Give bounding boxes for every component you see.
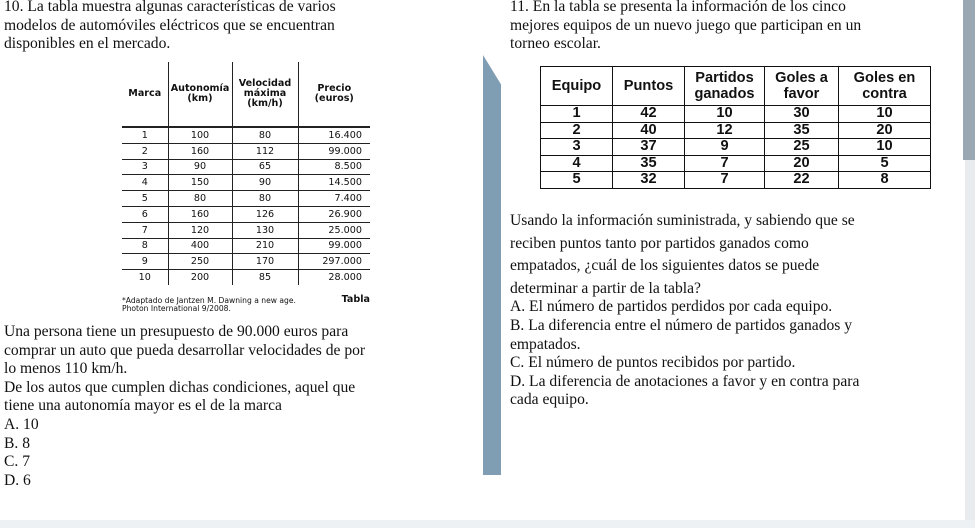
table-cell: 2 bbox=[122, 143, 168, 159]
table-cell: 400 bbox=[168, 238, 232, 254]
table-cell: 16.400 bbox=[298, 127, 370, 143]
table-header: Velocidad máxima (km/h) bbox=[232, 62, 298, 127]
table-cell: 28.000 bbox=[298, 270, 370, 285]
table-cell: 150 bbox=[168, 175, 232, 191]
q10-body-line: lo menos 110 km/h. bbox=[4, 360, 128, 378]
table-caption bbox=[122, 294, 372, 313]
table-cell: 10 bbox=[839, 139, 931, 156]
bottom-strip bbox=[0, 520, 975, 528]
table-cell: 20 bbox=[765, 155, 839, 172]
q10-option-c[interactable]: C. 7 bbox=[4, 453, 30, 471]
table-cell: 30 bbox=[765, 106, 839, 123]
table-cell: 170 bbox=[232, 254, 298, 270]
table-cell: 7 bbox=[685, 172, 765, 189]
scrollbar-thumb[interactable] bbox=[963, 0, 975, 160]
table-header: Marca bbox=[128, 88, 162, 99]
q11-option-b[interactable]: B. La diferencia entre el número de partidos ganados y bbox=[510, 316, 853, 334]
table-cell: 10 bbox=[122, 270, 168, 285]
table-cell: 80 bbox=[232, 191, 298, 207]
table-cell: 9 bbox=[122, 254, 168, 270]
table-cell: 8.500 bbox=[298, 159, 370, 175]
q10-option-d[interactable]: D. 6 bbox=[4, 471, 31, 489]
q10-intro bbox=[4, 0, 478, 54]
table-cell: 25.000 bbox=[298, 222, 370, 238]
q10-option-a[interactable]: A. 10 bbox=[4, 415, 39, 433]
table-cell: 12 bbox=[685, 122, 765, 139]
table-cell: 126 bbox=[232, 206, 298, 222]
q11-intro-line: mejores equipos de un nuevo juego que participan en un bbox=[510, 16, 862, 34]
table-row bbox=[122, 206, 370, 222]
table-cell: 4 bbox=[122, 175, 168, 191]
table-cell: 2 bbox=[541, 122, 613, 139]
table-cell: 5 bbox=[122, 191, 168, 207]
q10-body-line: De los autos que cumplen dichas condiciones, aquel que bbox=[4, 378, 356, 396]
q11-body-line: Usando la información suministrada, y sabiendo que se bbox=[510, 212, 855, 229]
scrollbar-track[interactable] bbox=[965, 160, 975, 528]
q10-body bbox=[4, 323, 478, 490]
table-row bbox=[541, 122, 931, 139]
table-cell: 3 bbox=[122, 159, 168, 175]
table-cell: 1 bbox=[541, 106, 613, 123]
table-cell: 7 bbox=[685, 155, 765, 172]
q11-body bbox=[510, 212, 962, 410]
table-row bbox=[541, 155, 931, 172]
table-cell: 5 bbox=[839, 155, 931, 172]
autos-table-body bbox=[122, 127, 370, 285]
q11-option-d-cont[interactable]: cada equipo. bbox=[510, 391, 589, 409]
table-cell: 26.900 bbox=[298, 206, 370, 222]
q10-intro-line: modelos de automóviles eléctricos que se encuentran bbox=[4, 16, 335, 34]
table-cell: 20 bbox=[839, 122, 931, 139]
table-cell: 7 bbox=[122, 222, 168, 238]
table-cell: 200 bbox=[168, 270, 232, 285]
equipos-table bbox=[540, 66, 931, 189]
table-cell: 80 bbox=[232, 127, 298, 143]
table-cell: 37 bbox=[613, 139, 685, 156]
q10-intro-line: 10. La tabla muestra algunas características de varios bbox=[4, 0, 336, 15]
table-row bbox=[122, 270, 370, 285]
q11-intro-line: 11. En la tabla se presenta la información de los cinco bbox=[510, 0, 846, 15]
table-cell: 130 bbox=[232, 222, 298, 238]
table-cell: 8 bbox=[839, 172, 931, 189]
table-row bbox=[541, 172, 931, 189]
table-cell: 85 bbox=[232, 270, 298, 285]
q11-body-line: determinar a partir de la tabla? bbox=[510, 279, 701, 297]
autos-table-container bbox=[122, 62, 370, 285]
table-row bbox=[541, 106, 931, 123]
table-cell: 9 bbox=[685, 139, 765, 156]
table-cell: 25 bbox=[765, 139, 839, 156]
table-row bbox=[122, 254, 370, 270]
table-cell: 3 bbox=[541, 139, 613, 156]
table-header: Goles a favor bbox=[765, 67, 839, 106]
table-row bbox=[541, 139, 931, 156]
table-cell: 120 bbox=[168, 222, 232, 238]
q11-intro-line: torneo escolar. bbox=[510, 35, 601, 53]
table-row bbox=[122, 143, 370, 159]
table-cell: 14.500 bbox=[298, 175, 370, 191]
table-cell: 210 bbox=[232, 238, 298, 254]
q11-option-d[interactable]: D. La diferencia de anotaciones a favor y en contra para bbox=[510, 372, 860, 390]
q11-option-b-cont[interactable]: empatados. bbox=[510, 335, 581, 353]
table-cell: 35 bbox=[613, 155, 685, 172]
table-cell: 99.000 bbox=[298, 143, 370, 159]
q11-body-line: empatados, ¿cuál de los siguientes datos se puede bbox=[510, 257, 820, 275]
q11-intro bbox=[510, 0, 962, 54]
table-header: Equipo bbox=[541, 67, 613, 106]
table-cell: 5 bbox=[541, 172, 613, 189]
table-cell: 6 bbox=[122, 206, 168, 222]
autos-table bbox=[122, 62, 370, 285]
q10-body-line: comprar un auto que pueda desarrollar velocidades de por bbox=[4, 341, 366, 359]
table-cell: 90 bbox=[168, 159, 232, 175]
table-cell: 160 bbox=[168, 143, 232, 159]
table-row bbox=[122, 175, 370, 191]
q11-option-c[interactable]: C. El número de puntos recibidos por partido. bbox=[510, 354, 796, 372]
table-cell: 22 bbox=[765, 172, 839, 189]
table-header: Precio (euros) bbox=[298, 62, 370, 127]
q10-option-b[interactable]: B. 8 bbox=[4, 434, 30, 452]
table-row bbox=[122, 238, 370, 254]
table-row bbox=[122, 159, 370, 175]
q10-body-line: tiene una autonomía mayor es el de la marca bbox=[4, 397, 282, 415]
table-cell: 90 bbox=[232, 175, 298, 191]
table-cell: 80 bbox=[168, 191, 232, 207]
q11-option-a[interactable]: A. El número de partidos perdidos por cada equipo. bbox=[510, 298, 833, 316]
table-cell: 100 bbox=[168, 127, 232, 143]
table-header: Puntos bbox=[613, 67, 685, 106]
q11-body-line: reciben puntos tanto por partidos ganados como bbox=[510, 234, 809, 252]
q10-body-line: Una persona tiene un presupuesto de 90.000 euros para bbox=[4, 323, 349, 340]
table-cell: 65 bbox=[232, 159, 298, 175]
table-header: Goles en contra bbox=[839, 67, 931, 106]
table-cell: 35 bbox=[765, 122, 839, 139]
table-cell: 10 bbox=[839, 106, 931, 123]
caption-label: Tabla bbox=[341, 294, 370, 305]
table-header: Partidos ganados bbox=[685, 67, 765, 106]
table-cell: 99.000 bbox=[298, 238, 370, 254]
table-header: Autonomía (km) bbox=[168, 62, 232, 127]
table-cell: 112 bbox=[232, 143, 298, 159]
table-cell: 1 bbox=[122, 127, 168, 143]
table-cell: 10 bbox=[685, 106, 765, 123]
table-row bbox=[122, 222, 370, 238]
table-cell: 40 bbox=[613, 122, 685, 139]
column-divider-band bbox=[483, 55, 501, 475]
table-cell: 8 bbox=[122, 238, 168, 254]
table-cell: 160 bbox=[168, 206, 232, 222]
equipos-table-container bbox=[540, 66, 931, 189]
caption-source: Photon International 9/2008. bbox=[122, 304, 231, 313]
table-row bbox=[122, 127, 370, 143]
table-cell: 32 bbox=[613, 172, 685, 189]
table-cell: 7.400 bbox=[298, 191, 370, 207]
equipos-table-body bbox=[541, 106, 931, 189]
table-cell: 4 bbox=[541, 155, 613, 172]
caption-source: *Adaptado de Jantzen M. Dawning a new age. bbox=[122, 296, 296, 305]
table-cell: 250 bbox=[168, 254, 232, 270]
table-cell: 42 bbox=[613, 106, 685, 123]
table-row bbox=[122, 191, 370, 207]
table-cell: 297.000 bbox=[298, 254, 370, 270]
q10-intro-line: disponibles en el mercado. bbox=[4, 35, 171, 53]
